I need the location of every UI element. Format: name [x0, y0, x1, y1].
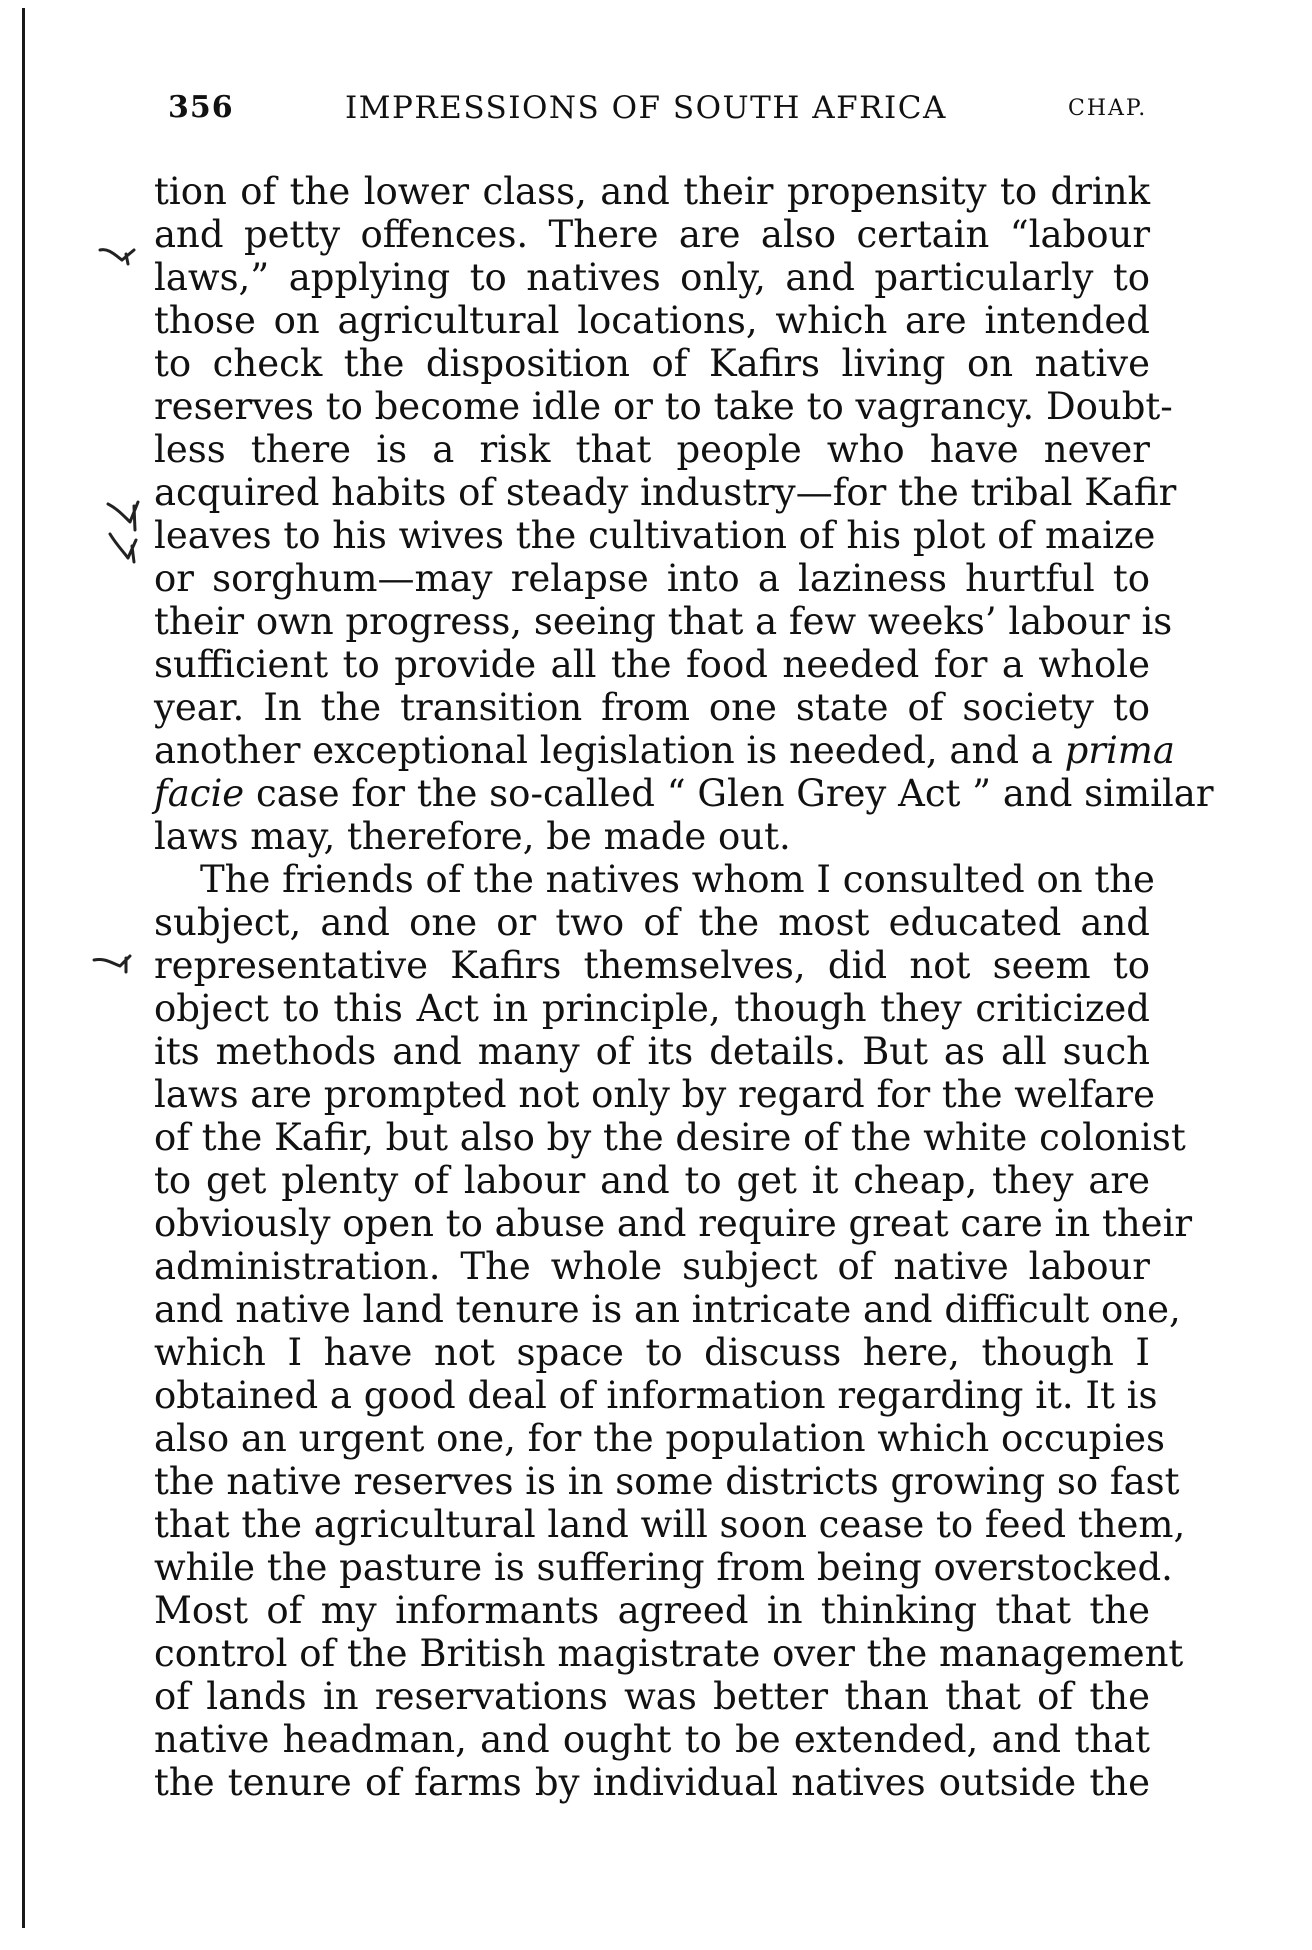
chapter-label: CHAP. [1068, 96, 1148, 121]
text-line: which I have not space to discuss here, though I [154, 1331, 1150, 1374]
text-line: representative Kafirs themselves, did not seem to [154, 944, 1150, 987]
text-line: year. In the transition from one state of society to [154, 686, 1150, 729]
margin-check-mark [98, 244, 140, 266]
text-line: the native reserves is in some districts growing so fast [154, 1460, 1180, 1503]
text-line: or sorghum—may relapse into a laziness hurtful to [154, 557, 1150, 600]
text-line: administration. The whole subject of native labour [154, 1245, 1150, 1288]
text-line: control of the British magistrate over the management [154, 1632, 1184, 1675]
text-line: acquired habits of steady industry—for the tribal Kafir [154, 471, 1177, 514]
text-line: those on agricultural locations, which are intended [154, 299, 1150, 342]
paragraph-end-line: laws may, therefore, be made out. [154, 815, 791, 858]
text-line: their own progress, seeing that a few weeks’ labour is [154, 600, 1173, 643]
text-line-with-italic [154, 729, 1175, 772]
text-line: tion of the lower class, and their propensity to drink [154, 170, 1150, 213]
margin-annotations [40, 170, 150, 1370]
page-binding-edge [22, 8, 25, 1928]
text-line: subject, and one or two of the most educated and [154, 901, 1150, 944]
text-line: native headman, and ought to be extended, and that [154, 1718, 1150, 1761]
text-line: laws are prompted not only by regard for the welfare [154, 1073, 1156, 1116]
text-segment: another exceptional legislation is needed, and a [154, 729, 1053, 772]
text-line: of lands in reservations was better than that of the [154, 1675, 1150, 1718]
text-line: reserves to become idle or to take to vagrancy. Doubt- [154, 385, 1173, 428]
running-header [0, 90, 1312, 130]
text-line: sufficient to provide all the food needed for a whole [154, 643, 1150, 686]
text-line: its methods and many of its details. But as all such [154, 1030, 1150, 1073]
text-line: to get plenty of labour and to get it cheap, they are [154, 1159, 1150, 1202]
page-body-text [154, 170, 1214, 1804]
italic-word: facie [154, 772, 245, 815]
page-number: 356 [168, 90, 234, 125]
paragraph-start-line: The friends of the natives whom I consulted on the [200, 858, 1155, 901]
text-line-with-italic [154, 772, 1214, 815]
text-line: obtained a good deal of information regarding it. It is [154, 1374, 1158, 1417]
text-line: to check the disposition of Kafirs living on native [154, 342, 1150, 385]
margin-check-mark [104, 496, 146, 534]
text-line: the tenure of farms by individual natives outside the [154, 1761, 1150, 1804]
italic-word: prima [1064, 729, 1175, 772]
running-title: IMPRESSIONS OF SOUTH AFRICA [345, 90, 947, 126]
margin-check-mark [92, 950, 136, 974]
text-line: also an urgent one, for the population which occupies [154, 1417, 1165, 1460]
text-line: and petty offences. There are also certain “labour [154, 213, 1150, 256]
text-line: object to this Act in principle, though they criticized [154, 987, 1150, 1030]
text-line: while the pasture is suffering from being overstocked. [154, 1546, 1173, 1589]
text-line: laws,” applying to natives only, and particularly to [154, 256, 1150, 299]
margin-check-mark [106, 530, 144, 566]
text-line: leaves to his wives the cultivation of his plot of maize [154, 514, 1156, 557]
text-line: of the Kafir, but also by the desire of the white colonist [154, 1116, 1186, 1159]
text-line: less there is a risk that people who have never [154, 428, 1150, 471]
text-segment: case for the so-called “ Glen Grey Act ” and similar [255, 772, 1214, 815]
text-line: and native land tenure is an intricate and difficult one, [154, 1288, 1181, 1331]
text-line: that the agricultural land will soon cease to feed them, [154, 1503, 1186, 1546]
text-line: obviously open to abuse and require great care in their [154, 1202, 1193, 1245]
text-line: Most of my informants agreed in thinking that the [154, 1589, 1150, 1632]
